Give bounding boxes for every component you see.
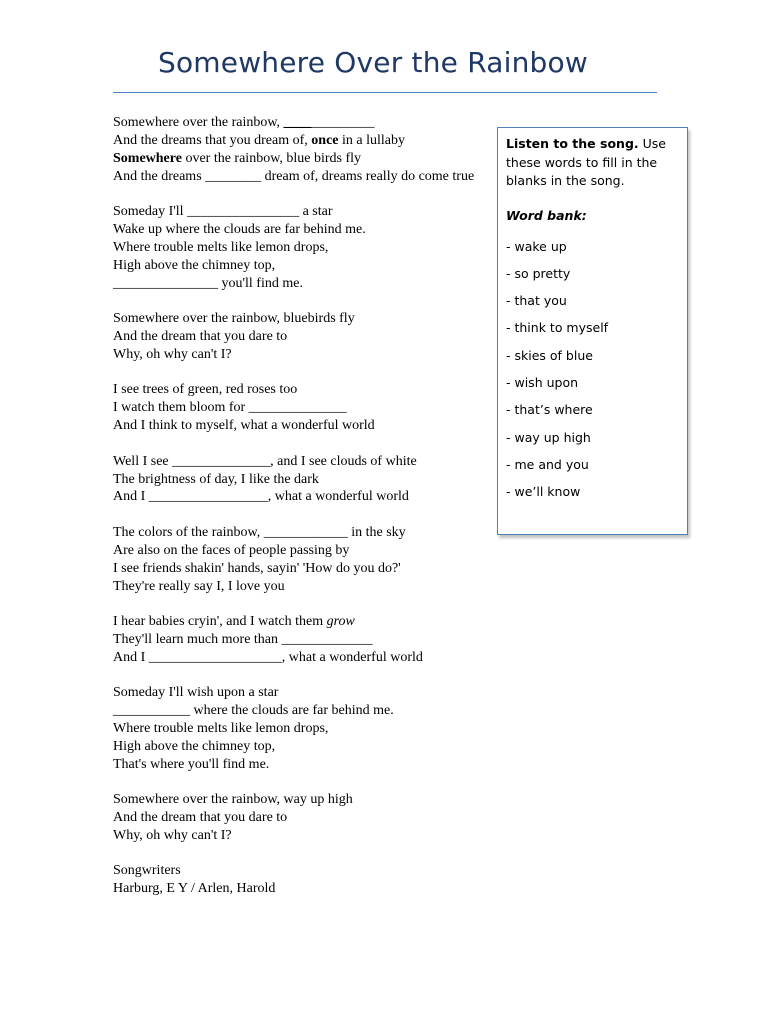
word-bank-item: - think to myself [506, 320, 609, 336]
lyric-line: High above the chimney top, [113, 738, 276, 754]
word-bank-box [497, 127, 688, 535]
lyric-line: High above the chimney top, [113, 257, 276, 273]
lyric-line: Well I see ______________, and I see clouds of white [113, 453, 417, 469]
stanza-9 [113, 791, 488, 845]
stanza-8 [113, 684, 488, 774]
songwriter-credits [113, 862, 488, 898]
word-bank-item: - skies of blue [506, 347, 593, 363]
lyric-line: They're really say I, I love you [113, 578, 285, 594]
lyric-line: Someday I'll wish upon a star [113, 685, 279, 701]
lyric-line: And I think to myself, what a wonderful world [113, 418, 375, 434]
lyric-line: And I ___________________, what a wonderful world [113, 649, 423, 665]
credits-names: Harburg, E Y / Arlen, Harold [113, 881, 276, 897]
word-bank-item: - so pretty [506, 265, 571, 281]
lyric-line: Where trouble melts like lemon drops, [113, 720, 329, 736]
lyric-line: The brightness of day, I like the dark [113, 471, 319, 487]
lyric-line: I hear babies cryin', and I watch them grow [113, 613, 355, 629]
fill-blank: ____ [283, 115, 312, 130]
word-bank-title: Word bank: [506, 207, 587, 223]
word-bank-item: - that’s where [506, 402, 593, 418]
bold-word: once [311, 132, 339, 148]
title-divider [113, 92, 657, 93]
lyric-line: Are also on the faces of people passing by [113, 542, 350, 558]
lyric-line: ___________ where the clouds are far behind me. [113, 703, 394, 719]
lyric-line: I watch them bloom for ______________ [113, 400, 347, 416]
lyric-line: And the dream that you dare to [113, 329, 288, 345]
word-bank-item: - wish upon [506, 374, 579, 390]
word-bank-item: - that you [506, 293, 567, 309]
lyric-line: Where trouble melts like lemon drops, [113, 239, 329, 255]
italic-word: grow [326, 613, 355, 629]
word-bank-item: - we’ll know [506, 484, 581, 500]
lyric-line: The colors of the rainbow, ____________ in the sky [113, 524, 406, 540]
lyric-line: _______________ you'll find me. [113, 275, 303, 291]
lyric-line: Somewhere over the rainbow, blue birds fly [113, 150, 362, 166]
lyric-line: Why, oh why can't I? [113, 828, 232, 843]
lyric-line: And I _________________, what a wonderful world [113, 489, 409, 505]
lyric-line: And the dream that you dare to [113, 810, 288, 826]
lyric-line: They'll learn much more than _____________ [113, 631, 373, 647]
lyric-line: Someday I'll ________________ a star [113, 204, 333, 220]
lyric-line: And the dreams that you dream of, once in a lullaby [113, 132, 405, 148]
stanza-5 [113, 453, 488, 507]
stanza-1 [113, 114, 488, 186]
stanza-6 [113, 524, 488, 596]
word-bank-item: - way up high [506, 429, 591, 445]
lyric-line: That's where you'll find me. [113, 756, 270, 772]
stanza-2 [113, 203, 488, 293]
lyric-line: I see friends shakin' hands, sayin' 'How do you do?' [113, 560, 401, 576]
credits-heading: Songwriters [113, 863, 181, 879]
lyric-line: Somewhere over the rainbow, way up high [113, 792, 353, 808]
lyric-line: Wake up where the clouds are far behind me. [113, 222, 366, 238]
stanza-7 [113, 613, 488, 667]
lyric-line: I see trees of green, red roses too [113, 382, 298, 398]
lyric-line: Somewhere over the rainbow, bluebirds fly [113, 311, 355, 327]
lyric-line: Somewhere over the rainbow, _____________ [113, 115, 375, 130]
word-bank-item: - me and you [506, 456, 589, 472]
stanza-3 [113, 310, 488, 364]
lyric-line: Why, oh why can't I? [113, 346, 232, 362]
word-bank-item: - wake up [506, 238, 567, 254]
word-bank-list [506, 238, 679, 502]
instructions: Listen to the song. Use these words to fill in the blanks in the song. [506, 136, 666, 188]
bold-word: Somewhere [113, 150, 182, 166]
page-title: Somewhere Over the Rainbow [158, 46, 588, 79]
song-lyrics [113, 114, 488, 916]
stanza-4 [113, 381, 488, 435]
fill-blank: _________ [311, 115, 375, 130]
lyric-line: And the dreams ________ dream of, dreams really do come true [113, 168, 475, 184]
